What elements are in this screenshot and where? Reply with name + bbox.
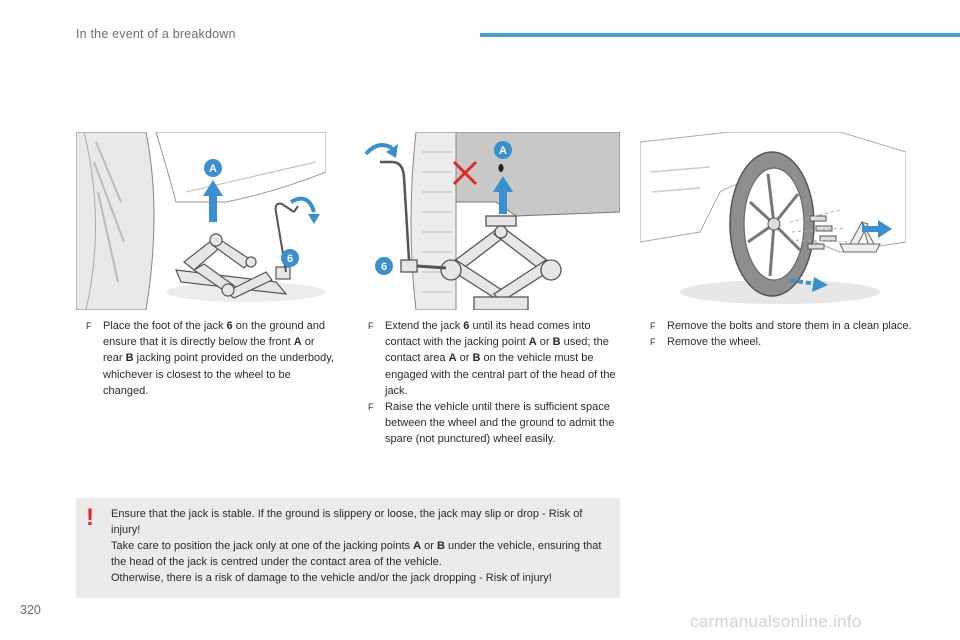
instruction-bullet: F Raise the vehicle until there is sufficient space between the wheel and the ground to admit the spare (not punctured) wheel easily. (368, 401, 615, 446)
figure-wheel-removal (640, 132, 906, 310)
instruction-bullet: F Extend the jack 6 until its head comes into contact with the jacking point A or B used; the contact area A or B on the vehicle must be engaged with the central part of the head of the jack. (368, 320, 616, 397)
jack-extended-illustration (356, 132, 620, 310)
bullet-marker: F (650, 321, 656, 331)
bullet-marker: F (650, 337, 656, 348)
instruction-bullet: F Remove the wheel. (650, 334, 912, 350)
warning-line-3: Otherwise, there is a risk of damage to the vehicle and/or the jack dropping - Risk of injury! (111, 572, 552, 584)
instruction-bullet: F Place the foot of the jack 6 on the ground and ensure that it is directly below the front A or rear B jacking point provided on the underbody, whichever is closest to the wheel to be changed. (86, 320, 334, 397)
bullet-marker: F (368, 402, 374, 413)
figure-jack-extended (356, 132, 620, 310)
warning-line-2: Take care to position the jack only at one of the jacking points A or B under the vehicle, ensuring that the head of the jack is centred under the contact area of the vehicle. (111, 540, 602, 568)
warning-text (111, 506, 611, 586)
instruction-column-3 (650, 318, 912, 350)
header-accent-bar (480, 33, 960, 37)
bullet-marker: F (368, 321, 374, 331)
callout-6: 6 (380, 261, 388, 273)
warning-line-1: Ensure that the jack is stable. If the ground is slippery or loose, the jack may slip or drop - Risk of injury! (111, 508, 583, 536)
wheel-removal-illustration (640, 132, 906, 310)
jack-placement-illustration (76, 132, 326, 310)
instruction-bullet: F Remove the bolts and store them in a clean place. (650, 318, 912, 334)
callout-a: A (499, 145, 507, 157)
page-number: 320 (20, 603, 41, 617)
warning-box (76, 498, 620, 598)
figure-jack-placement (76, 132, 326, 310)
section-title: In the event of a breakdown (76, 27, 236, 41)
callout-a: A (209, 163, 217, 175)
bullet-marker: F (86, 321, 92, 331)
instruction-column-2 (368, 318, 624, 448)
warning-icon: ! (86, 504, 94, 531)
instruction-column-1 (86, 318, 336, 399)
watermark-link[interactable]: carmanualsonline.info (690, 612, 862, 631)
callout-6: 6 (286, 253, 294, 265)
